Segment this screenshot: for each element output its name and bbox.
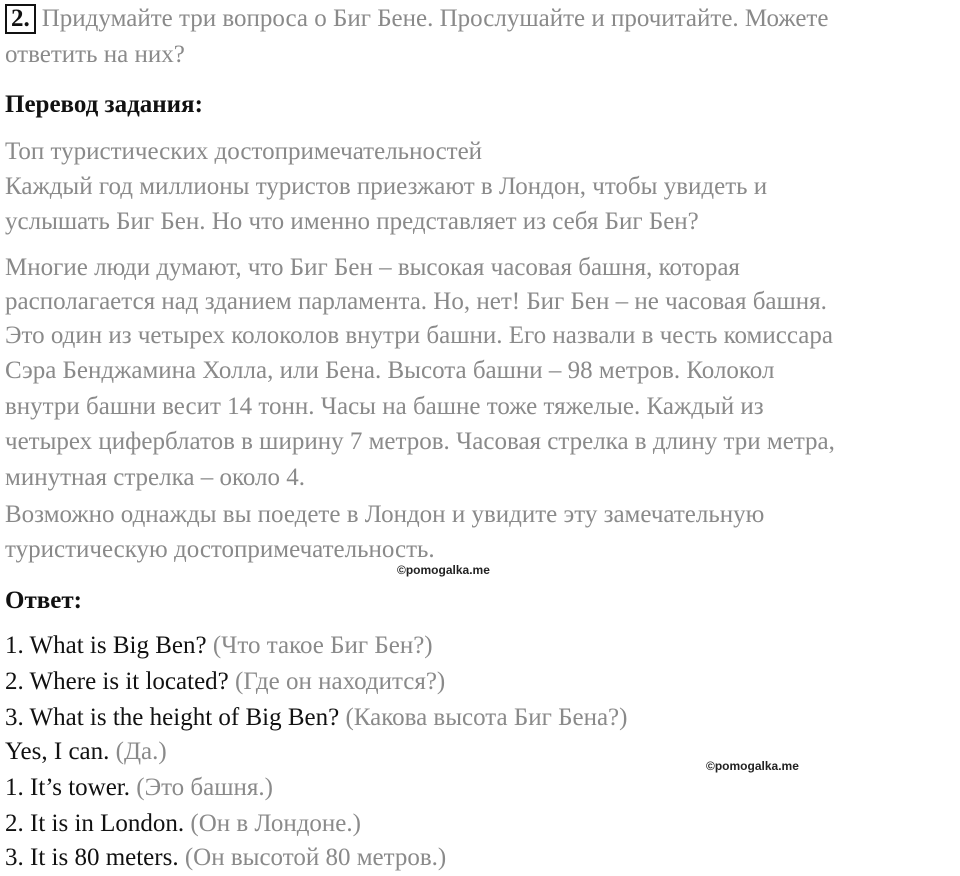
- translation-line: внутри башни весит 14 тонн. Часы на башне тоже тяжелые. Каждый из: [5, 393, 764, 420]
- translation-line: минутная стрелка – около 4.: [5, 464, 306, 491]
- answer-russian: (Он высотой 80 метров.): [184, 844, 447, 871]
- translation-line: Топ туристических достопримечательностей: [5, 138, 483, 165]
- translation-line: четырех циферблатов в ширину 7 метров. Часовая стрелка в длину три метра,: [5, 428, 835, 455]
- answer-item: [5, 843, 446, 873]
- translation-line: Это один из четырех колоколов внутри башни. Его назвали в честь комиссара: [5, 322, 833, 349]
- answer-english: 1. It’s tower.: [5, 774, 130, 801]
- watermark: ©pomogalka.me: [706, 759, 799, 773]
- translation-line: Многие люди думают, что Биг Бен – высокая часовая башня, которая: [5, 254, 740, 281]
- answer-item: [5, 667, 445, 697]
- answer-russian: (Что такое Биг Бен?): [212, 632, 433, 659]
- task-text-2: ответить на них?: [5, 41, 185, 68]
- answer-english: 3. It is 80 meters.: [5, 844, 179, 871]
- translation-line: услышать Биг Бен. Но что именно представляет из себя Биг Бен?: [5, 208, 699, 235]
- task-text-1: Придумайте три вопроса о Биг Бене. Прослушайте и прочитайте. Можете: [41, 5, 829, 32]
- answer-russian: (Это башня.): [136, 774, 273, 801]
- translation-line: туристическую достопримечательность.: [5, 536, 435, 563]
- translation-line: Возможно однажды вы поедете в Лондон и увидите эту замечательную: [5, 501, 765, 528]
- translation-line: Каждый год миллионы туристов приезжают в Лондон, чтобы увидеть и: [5, 173, 768, 200]
- answer-item: [5, 737, 167, 767]
- answer-russian: (Да.): [115, 738, 167, 765]
- watermark: ©pomogalka.me: [397, 563, 490, 577]
- answer-item: [5, 773, 273, 803]
- task-number: 2.: [5, 4, 36, 34]
- answer-russian: (Какова высота Биг Бена?): [345, 704, 628, 731]
- answer-item: [5, 809, 361, 839]
- answer-english: Yes, I can.: [5, 738, 110, 765]
- translation-line: располагается над зданием парламента. Но, нет! Биг Бен – не часовая башня.: [5, 288, 827, 315]
- answer-english: 3. What is the height of Big Ben?: [5, 704, 340, 731]
- translation-heading: Перевод задания:: [5, 91, 203, 118]
- answer-english: 1. What is Big Ben?: [5, 632, 207, 659]
- answer-item: [5, 631, 433, 661]
- answer-heading: Ответ:: [5, 587, 82, 614]
- answer-english: 2. It is in London.: [5, 810, 185, 837]
- answer-russian: (Где он находится?): [235, 668, 446, 695]
- answer-english: 2. Where is it located?: [5, 668, 229, 695]
- translation-line: Сэра Бенджамина Холла, или Бена. Высота башни – 98 метров. Колокол: [5, 357, 775, 384]
- answer-russian: (Он в Лондоне.): [190, 810, 361, 837]
- answer-item: [5, 703, 627, 733]
- task-line-1: [5, 4, 828, 34]
